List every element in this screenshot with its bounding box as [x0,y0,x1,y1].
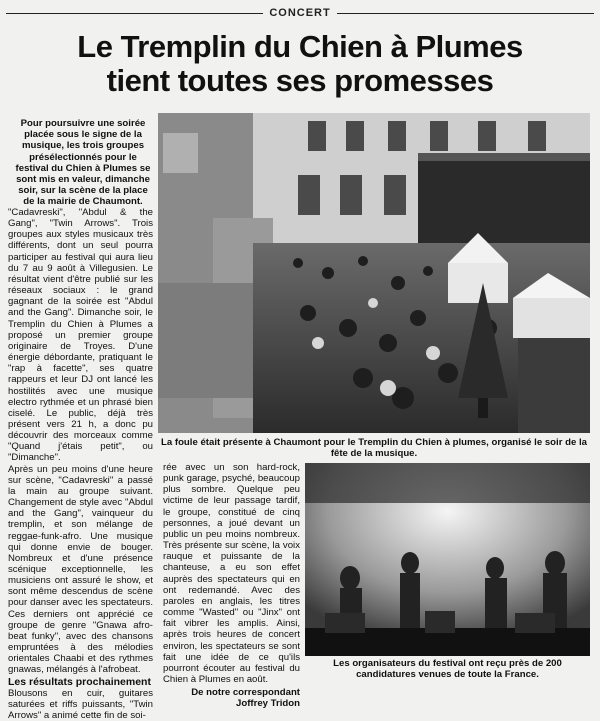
photo-1-caption: La foule était présente à Chaumont pour le Tremplin du Chien à plumes, organisé le soir de la fête de la musique. [161,437,587,459]
article-headline [0,30,600,98]
byline-role: De notre correspondant [191,687,300,699]
paragraph-3: Blousons en cuir, guitares saturées et riffs puissants, "Twin Arrows" a animé cette fin de soi- [8,687,153,721]
rubric-label: CONCERT [269,7,331,19]
headline-line-1: Le Tremplin du Chien à Plumes [77,29,523,64]
headline-line-2: tient toutes ses promesses [106,63,494,98]
intertitle: Les résultats prochainement [8,675,151,688]
article-lead: Pour poursuivre une soirée placée sous le signe de la musique, les trois groupes présélectionnés pour le festival du Chien à Plumes se sont mis en valeur, dimanche soir, sur la scène de la place de la mairie de Chaumont. [15,118,151,208]
paragraph-2: Après un peu moins d'une heure sur scène, "Cadavreski" a passé la main au groupe suivant. Changement de style avec "Abdul and the Gang", vainqueur du tremplin, et son mélange de reggae-funk-afro. Une musique qui donne envie de bouger. Nombreux et d'une présence scénique exceptionnelle, les musiciens ont assuré le show, et sont même descendus de scène pour danser avec les spectateurs. Ces derniers ont apprécié ce groupe de genre "Gnawa afro-beat funky", avec des chansons empruntées à des mélodies orientales Chaabi et des rythmes gnawas, mélangés à l'afrobeat. [8,463,153,676]
article-column-2 [163,462,300,710]
crowd-photo [158,113,590,433]
byline-author: Joffrey Tridon [236,698,300,710]
byline [163,687,300,709]
band-photo [305,463,590,656]
rubric-rule-right [337,13,594,14]
section-rubric [0,6,600,20]
paragraph-1: "Cadavreski", "Abdul & the Gang", "Twin Arrows". Trois groupes aux styles musicaux très différents, dont un seul pourra participer au festival qui aura lieu du 7 au 9 août à Villegusien. Le résultat vient d'être publié sur les réseaux sociaux : le grand gagnant de la soirée est "Abdul and the Gang". Dimanche soir, le Tremplin du Chien à Plumes a proposé un premier groupe originaire de Troyes. D'une énergie débordante, pratiquant le "rap à facette", ses quatre rappeurs et leur DJ ont lancé les hostilités avec une musique electro rythmée et un phrasé bien ciselé. Le public, déjà très présent vers 21 h, a donc pu découvrir des morceaux comme "Quand j'étais petit", ou "Dimanche". [8,207,153,464]
article-column-1 [8,207,153,721]
paragraph-4: rée avec un son hard-rock, punk garage, psyché, beaucoup plus sombre. Quelque peu victime de leur passage tardif, le groupe, constitué de cinq personnes, a joué devant un public un peu moins nombreux. Très présente sur scène, la voix rauque et puissante de la chanteuse, a eu son effet auprès des spectateurs qui en ont redemandé. Avec des paroles en anglais, les titres comme "Wasted" ou "Jinx" ont fait vibrer les amplis. Ainsi, après trois heures de concert environ, les spectateurs se sont fait une idée de ce qu'ils pourront écouter au festival du Chien à Plumes en août. [163,462,300,685]
photo-2-caption: Les organisateurs du festival ont reçu près de 200 candidatures venues de toute la France. [333,658,562,680]
rubric-rule-left [6,13,263,14]
